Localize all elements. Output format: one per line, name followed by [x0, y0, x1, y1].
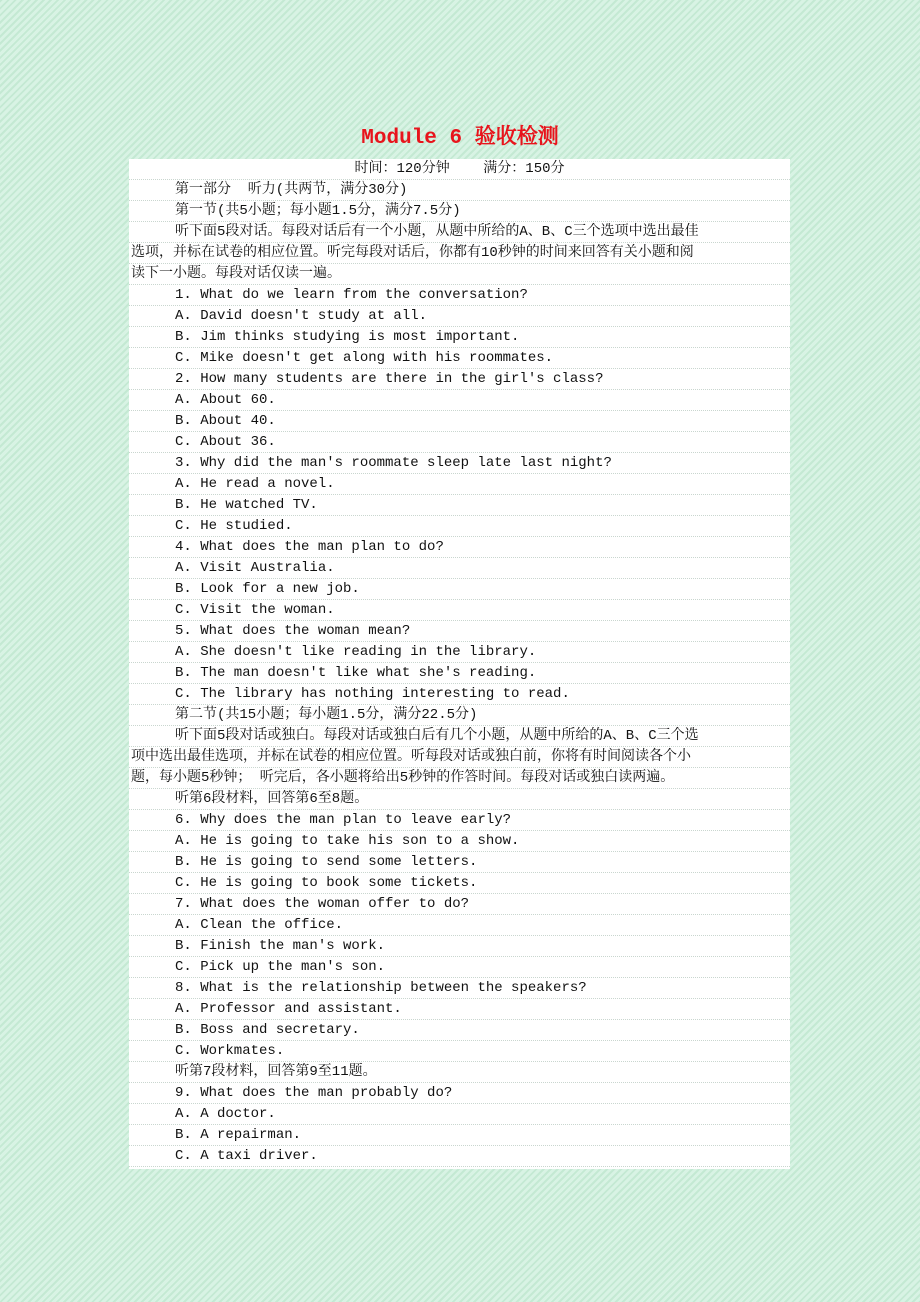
text-line: 听第6段材料，回答第6至8题。 — [129, 789, 790, 810]
text-line: 9. What does the man probably do? — [129, 1083, 790, 1104]
text-line: C. Mike doesn't get along with his roommates. — [129, 348, 790, 369]
text-line: A. David doesn't study at all. — [129, 306, 790, 327]
text-line: 听下面5段对话或独白。每段对话或独白后有几个小题，从题中所给的A、B、C三个选 — [129, 726, 790, 747]
text-line: 时间：120分钟 满分：150分 — [129, 159, 790, 180]
text-line: 3. Why did the man's roommate sleep late last night? — [129, 453, 790, 474]
text-line: C. He studied. — [129, 516, 790, 537]
text-line: C. Pick up the man's son. — [129, 957, 790, 978]
text-line: B. Finish the man's work. — [129, 936, 790, 957]
text-line: 第二节(共15小题；每小题1.5分，满分22.5分) — [129, 705, 790, 726]
text-line: C. Visit the woman. — [129, 600, 790, 621]
text-line: B. Boss and secretary. — [129, 1020, 790, 1041]
text-line: B. Look for a new job. — [129, 579, 790, 600]
text-line: B. He is going to send some letters. — [129, 852, 790, 873]
text-line: 6. Why does the man plan to leave early? — [129, 810, 790, 831]
document-title: Module 6 验收检测 — [361, 127, 559, 150]
text-line: C. Workmates. — [129, 1041, 790, 1062]
text-line: 2. How many students are there in the girl's class? — [129, 369, 790, 390]
text-line: 题，每小题5秒钟； 听完后，各小题将给出5秒钟的作答时间。每段对话或独白读两遍。 — [129, 768, 790, 789]
text-line: B. Jim thinks studying is most important. — [129, 327, 790, 348]
text-line: 4. What does the man plan to do? — [129, 537, 790, 558]
text-line: 选项，并标在试卷的相应位置。听完每段对话后，你都有10秒钟的时间来回答有关小题和阅 — [129, 243, 790, 264]
text-line: 听第7段材料，回答第9至11题。 — [129, 1062, 790, 1083]
exam-paper — [129, 159, 790, 1169]
text-line: B. A repairman. — [129, 1125, 790, 1146]
text-line: 听下面5段对话。每段对话后有一个小题，从题中所给的A、B、C三个选项中选出最佳 — [129, 222, 790, 243]
text-line: A. He is going to take his son to a show. — [129, 831, 790, 852]
text-line: 读下一小题。每段对话仅读一遍。 — [129, 264, 790, 285]
text-line: 1. What do we learn from the conversation? — [129, 285, 790, 306]
text-line: 8. What is the relationship between the speakers? — [129, 978, 790, 999]
text-line: B. About 40. — [129, 411, 790, 432]
text-line: C. The library has nothing interesting to read. — [129, 684, 790, 705]
text-line: 7. What does the woman offer to do? — [129, 894, 790, 915]
text-line: C. A taxi driver. — [129, 1146, 790, 1167]
text-line: A. He read a novel. — [129, 474, 790, 495]
text-line: 第一节(共5小题；每小题1.5分，满分7.5分) — [129, 201, 790, 222]
text-line: 第一部分 听力(共两节，满分30分) — [129, 180, 790, 201]
text-line: A. She doesn't like reading in the library. — [129, 642, 790, 663]
text-line: A. Clean the office. — [129, 915, 790, 936]
text-line: B. The man doesn't like what she's reading. — [129, 663, 790, 684]
text-line: A. Visit Australia. — [129, 558, 790, 579]
text-line: A. A doctor. — [129, 1104, 790, 1125]
text-line: C. He is going to book some tickets. — [129, 873, 790, 894]
text-line: C. About 36. — [129, 432, 790, 453]
text-line: 5. What does the woman mean? — [129, 621, 790, 642]
text-line: B. He watched TV. — [129, 495, 790, 516]
text-line: A. About 60. — [129, 390, 790, 411]
text-line: 项中选出最佳选项，并标在试卷的相应位置。听每段对话或独白前，你将有时间阅读各个小 — [129, 747, 790, 768]
text-line: A. Professor and assistant. — [129, 999, 790, 1020]
